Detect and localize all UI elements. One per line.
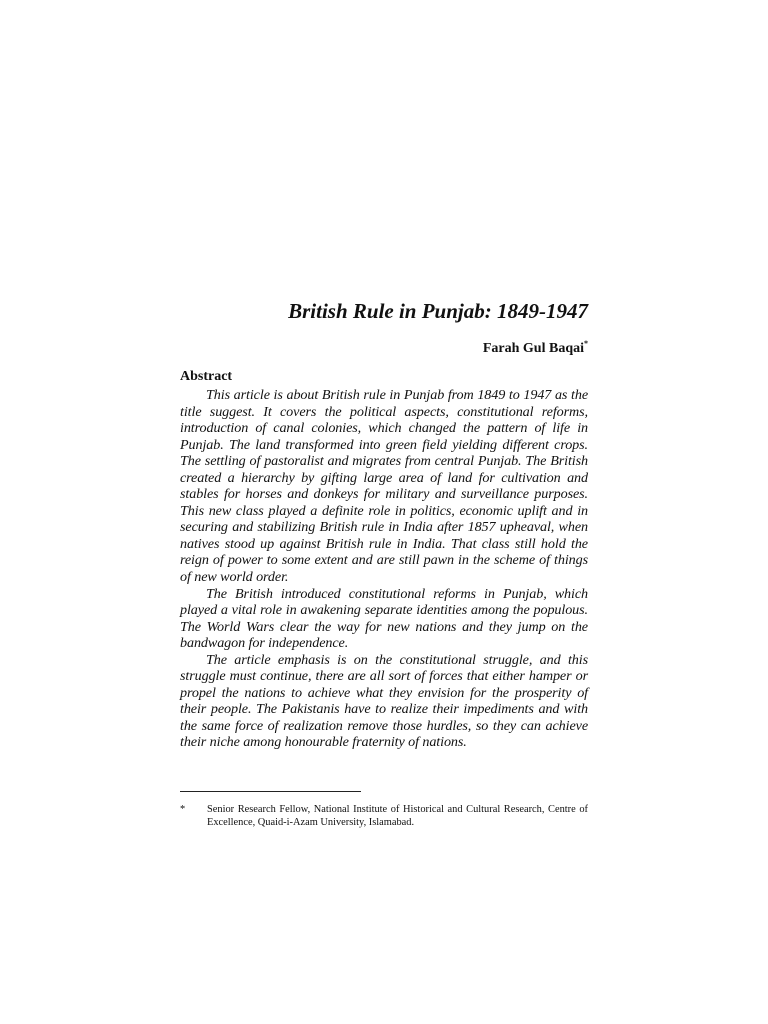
footnote-text: Senior Research Fellow, National Institute of Historical and Cultural Research, Centre of Excellence, Quaid-i-Azam University, Islamabad.	[207, 804, 588, 828]
abstract-body	[180, 387, 588, 751]
footnote	[180, 803, 588, 829]
article-title: British Rule in Punjab: 1849-1947	[288, 299, 588, 323]
author-footnote-mark: *	[584, 339, 588, 348]
abstract-paragraph-2: The British introduced constitutional reforms in Punjab, which played a vital role in awakening separate identities among the populous. The World Wars clear the way for new nations and they jump on the bandwagon for independence.	[180, 585, 588, 652]
abstract-paragraph-1: This article is about British rule in Punjab from 1849 to 1947 as the title suggest. It covers the political aspects, constitutional reforms, introduction of canal colonies, which changed the pattern of life in Punjab. The land transformed into green field yielding different crops. The settling of pastoralist and migrates from central Punjab. The British created a hierarchy by gifting large area of land for cultivation and stables for horses and donkeys for military and surveillance purposes. This new class played a definite role in politics, economic uplift and in securing and stabilizing British rule in India after 1857 upheaval, when natives stood up against British rule in India. That class still hold the reign of power to some extent and are still pawn in the scheme of things of new world order.	[180, 387, 588, 586]
abstract-heading: Abstract	[180, 369, 233, 384]
footnote-separator	[180, 791, 361, 792]
abstract-paragraph-3: The article emphasis is on the constitutional struggle, and this struggle must continue, there are all sort of forces that either hamper or propel the nations to achieve what they envision for the prosperity of their people. The Pakistanis have to realize their impediments and with the same force of realization remove those hurdles, so they can achieve their niche among honourable fraternity of nations.	[180, 651, 588, 751]
author-line	[180, 340, 588, 358]
footnote-mark: *	[180, 804, 186, 815]
author-name: Farah Gul Baqai	[482, 341, 584, 356]
